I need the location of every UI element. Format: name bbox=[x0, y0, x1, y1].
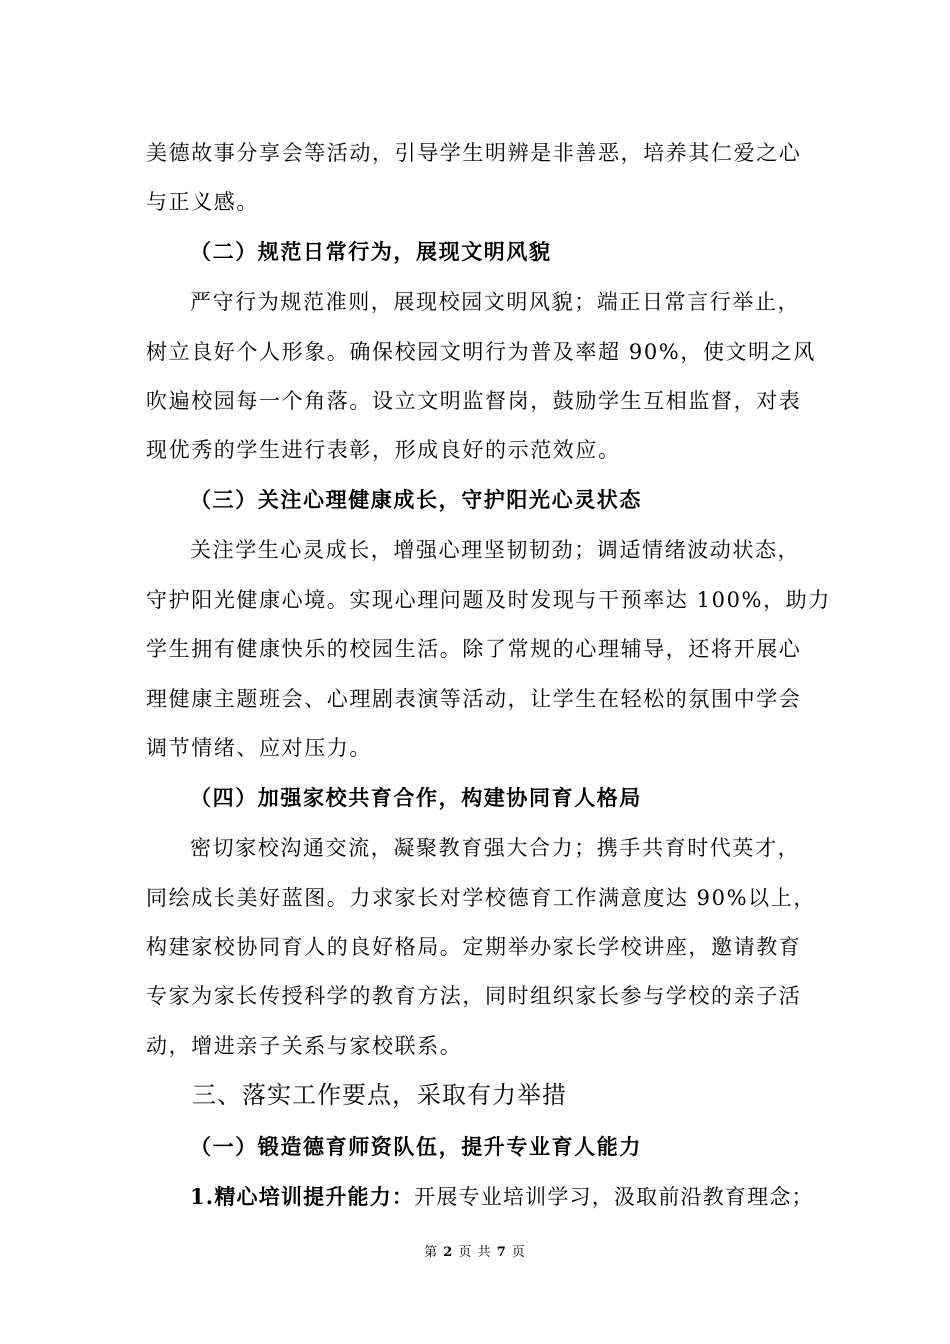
footer-page-number: 2 bbox=[443, 1245, 454, 1260]
footer-suffix: 页 bbox=[511, 1245, 526, 1260]
paragraph-line: 关注学生心灵成长，增强心理坚韧韧劲；调适情绪波动状态， bbox=[190, 538, 801, 562]
paragraph-line: 现优秀的学生进行表彰，形成良好的示范效应。 bbox=[146, 438, 621, 462]
paragraph-line: 密切家校沟通交流，凝聚教育强大合力；携手共育时代英才， bbox=[190, 836, 801, 860]
paragraph-line: 构建家校协同育人的良好格局。定期举办家长学校讲座，邀请教育 bbox=[146, 935, 802, 959]
paragraph-line: 守护阳光健康心境。实现心理问题及时发现与干预率达 100%，助力 bbox=[146, 588, 831, 612]
paragraph-line: 美德故事分享会等活动，引导学生明辨是非善恶，培养其仁爱之心 bbox=[146, 141, 802, 165]
paragraph-line: 专家为家长传授科学的教育方法，同时组织家长参与学校的亲子活 bbox=[146, 984, 802, 1008]
paragraph-line: 同绘成长美好蓝图。力求家长对学校德育工作满意度达 90%以上， bbox=[146, 886, 816, 910]
list-item-text: 开展专业培训学习，汲取前沿教育理念； bbox=[414, 1185, 814, 1209]
paragraph-line: 学生拥有健康快乐的校园生活。除了常规的心理辅导，还将开展心 bbox=[146, 637, 802, 661]
list-item-label: 1.精心培训提升能力： bbox=[190, 1184, 415, 1209]
list-item-1 bbox=[190, 1182, 814, 1212]
subheading-s3-1: （一）锻造德育师资队伍，提升专业育人能力 bbox=[190, 1134, 642, 1159]
footer-prefix: 第 bbox=[424, 1245, 439, 1260]
paragraph-line: 吹遍校园每一个角落。设立文明监督岗，鼓励学生互相监督，对表 bbox=[146, 389, 802, 413]
paragraph-line: 动，增进亲子关系与家校联系。 bbox=[146, 1034, 463, 1058]
subheading-3: （三）关注心理健康成长，守护阳光心灵状态 bbox=[190, 487, 642, 512]
footer-total-pages: 7 bbox=[496, 1245, 507, 1260]
paragraph-line: 理健康主题班会、心理剧表演等活动，让学生在轻松的氛围中学会 bbox=[146, 687, 802, 711]
paragraph-line: 严守行为规范准则，展现校园文明风貌；端正日常言行举止， bbox=[190, 290, 801, 314]
paragraph-line: 调节情绪、应对压力。 bbox=[146, 736, 372, 760]
page-footer bbox=[0, 1244, 950, 1262]
paragraph-line: 与正义感。 bbox=[146, 190, 259, 214]
section-heading-3: 三、落实工作要点，采取有力举措 bbox=[192, 1081, 567, 1109]
footer-mid: 页 共 bbox=[458, 1245, 492, 1260]
subheading-4: （四）加强家校共育合作，构建协同育人格局 bbox=[190, 785, 642, 810]
paragraph-line: 树立良好个人形象。确保校园文明行为普及率超 90%，使文明之风 bbox=[146, 340, 816, 364]
subheading-2: （二）规范日常行为，展现文明风貌 bbox=[190, 239, 552, 264]
